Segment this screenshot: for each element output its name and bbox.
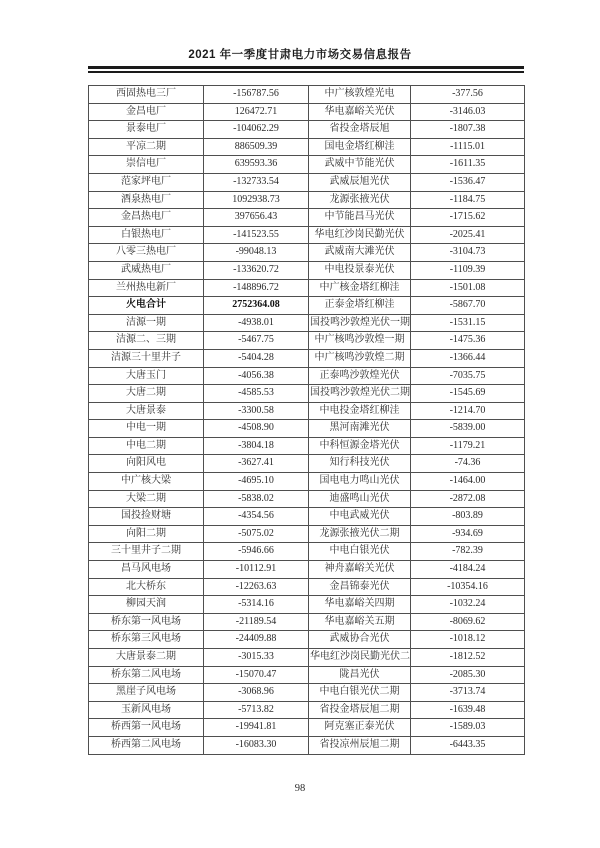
- plant-name-cell: 桥西第一风电场: [89, 719, 204, 737]
- value-cell: -1366.44: [411, 349, 525, 367]
- table-row: [89, 684, 525, 702]
- plant-name-cell: 武威辰旭光伏: [309, 173, 411, 191]
- value-cell: -2025.41: [411, 226, 525, 244]
- plant-name-cell: 国电电力鸣山光伏: [309, 473, 411, 491]
- plant-name-cell: 中广核大梁: [89, 473, 204, 491]
- value-cell: -5946.66: [204, 543, 309, 561]
- plant-name-cell: 向阳风电: [89, 455, 204, 473]
- table-row: [89, 103, 525, 121]
- value-cell: -1807.38: [411, 121, 525, 139]
- value-cell: -141523.55: [204, 226, 309, 244]
- page-number: 98: [294, 783, 306, 794]
- value-cell: -3015.33: [204, 649, 309, 667]
- plant-name-cell: 中节能昌马光伏: [309, 209, 411, 227]
- table-row: [89, 173, 525, 191]
- plant-name-cell: 国投捡财塘: [89, 508, 204, 526]
- plant-name-cell: 西固热电三厂: [89, 86, 204, 104]
- value-cell: -4695.10: [204, 473, 309, 491]
- plant-name-cell: 洁源三十里井子: [89, 349, 204, 367]
- table-row: [89, 649, 525, 667]
- table-row: [89, 279, 525, 297]
- value-cell: -1639.48: [411, 701, 525, 719]
- plant-name-cell: 中科恒源金塔光伏: [309, 437, 411, 455]
- value-cell: -3104.73: [411, 244, 525, 262]
- plant-name-cell: 桥西第二风电场: [89, 736, 204, 754]
- plant-name-cell: 北大桥东: [89, 578, 204, 596]
- value-cell: -5467.75: [204, 332, 309, 350]
- plant-name-cell: 省投凉州辰旭二期: [309, 736, 411, 754]
- trade-table-body: [89, 86, 525, 755]
- value-cell: -1032.24: [411, 596, 525, 614]
- plant-name-cell: 黑河南滩光伏: [309, 420, 411, 438]
- plant-name-cell: 崇信电厂: [89, 156, 204, 174]
- value-cell: -934.69: [411, 525, 525, 543]
- plant-name-cell: 武威中节能光伏: [309, 156, 411, 174]
- table-row: [89, 402, 525, 420]
- plant-name-cell: 武威热电厂: [89, 261, 204, 279]
- value-cell: -19941.81: [204, 719, 309, 737]
- table-row: [89, 561, 525, 579]
- table-row: [89, 349, 525, 367]
- table-row: [89, 666, 525, 684]
- value-cell: -782.39: [411, 543, 525, 561]
- plant-name-cell: 华电嘉峪关光伏: [309, 103, 411, 121]
- plant-name-cell: 洁源一期: [89, 314, 204, 332]
- value-cell: -1214.70: [411, 402, 525, 420]
- plant-name-cell: 正泰金塔红柳洼: [309, 297, 411, 315]
- table-row: [89, 138, 525, 156]
- value-cell: -3300.58: [204, 402, 309, 420]
- value-cell: -5713.82: [204, 701, 309, 719]
- value-cell: -1589.03: [411, 719, 525, 737]
- plant-name-cell: 大梁二期: [89, 490, 204, 508]
- plant-name-cell: 洁源二、三期: [89, 332, 204, 350]
- table-row: [89, 156, 525, 174]
- value-cell: 2752364.08: [204, 297, 309, 315]
- table-row: [89, 121, 525, 139]
- value-cell: -5075.02: [204, 525, 309, 543]
- value-cell: -803.89: [411, 508, 525, 526]
- table-row: [89, 314, 525, 332]
- value-cell: -21189.54: [204, 613, 309, 631]
- value-cell: -10354.16: [411, 578, 525, 596]
- plant-name-cell: 中电白银光伏二期: [309, 684, 411, 702]
- value-cell: -7035.75: [411, 367, 525, 385]
- value-cell: -3804.18: [204, 437, 309, 455]
- table-row: [89, 719, 525, 737]
- plant-name-cell: 中广核金塔红柳洼: [309, 279, 411, 297]
- table-row: [89, 244, 525, 262]
- table-row: [89, 525, 525, 543]
- value-cell: -4508.90: [204, 420, 309, 438]
- value-cell: -3627.41: [204, 455, 309, 473]
- value-cell: -1715.62: [411, 209, 525, 227]
- plant-name-cell: 金昌热电厂: [89, 209, 204, 227]
- plant-name-cell: 正泰鸣沙敦煌光伏: [309, 367, 411, 385]
- value-cell: 397656.43: [204, 209, 309, 227]
- plant-name-cell: 中电二期: [89, 437, 204, 455]
- plant-name-cell: 华电嘉峪关五期: [309, 613, 411, 631]
- value-cell: -104062.29: [204, 121, 309, 139]
- value-cell: -1464.00: [411, 473, 525, 491]
- table-row: [89, 596, 525, 614]
- value-cell: -1611.35: [411, 156, 525, 174]
- plant-name-cell: 三十里井子二期: [89, 543, 204, 561]
- plant-name-cell: 桥东第三风电场: [89, 631, 204, 649]
- value-cell: -2872.08: [411, 490, 525, 508]
- plant-name-cell: 大唐景泰: [89, 402, 204, 420]
- plant-name-cell: 八零三热电厂: [89, 244, 204, 262]
- value-cell: -6443.35: [411, 736, 525, 754]
- value-cell: -2085.30: [411, 666, 525, 684]
- plant-name-cell: 省投金塔辰旭: [309, 121, 411, 139]
- table-row: [89, 508, 525, 526]
- value-cell: -132733.54: [204, 173, 309, 191]
- table-row: [89, 367, 525, 385]
- table-row: [89, 209, 525, 227]
- plant-name-cell: 大唐玉门: [89, 367, 204, 385]
- table-row: [89, 736, 525, 754]
- plant-name-cell: 迪盛鸣山光伏: [309, 490, 411, 508]
- page-title: 2021 年一季度甘肃电力市场交易信息报告: [188, 49, 412, 61]
- trade-data-table: [88, 85, 525, 755]
- value-cell: -133620.72: [204, 261, 309, 279]
- plant-name-cell: 桥东第二风电场: [89, 666, 204, 684]
- value-cell: -10112.91: [204, 561, 309, 579]
- value-cell: -1184.75: [411, 191, 525, 209]
- plant-name-cell: 武威南大滩光伏: [309, 244, 411, 262]
- table-row: [89, 297, 525, 315]
- plant-name-cell: 范家坪电厂: [89, 173, 204, 191]
- plant-name-cell: 玉新风电场: [89, 701, 204, 719]
- plant-name-cell: 省投金塔辰旭二期: [309, 701, 411, 719]
- plant-name-cell: 金昌电厂: [89, 103, 204, 121]
- value-cell: -5404.28: [204, 349, 309, 367]
- value-cell: -4938.01: [204, 314, 309, 332]
- table-row: [89, 226, 525, 244]
- plant-name-cell: 龙源张掖光伏: [309, 191, 411, 209]
- plant-name-cell: 中电投景泰光伏: [309, 261, 411, 279]
- plant-name-cell: 大唐二期: [89, 385, 204, 403]
- value-cell: -1531.15: [411, 314, 525, 332]
- value-cell: -99048.13: [204, 244, 309, 262]
- value-cell: -3068.96: [204, 684, 309, 702]
- plant-name-cell: 大唐景泰二期: [89, 649, 204, 667]
- table-row: [89, 420, 525, 438]
- value-cell: -1179.21: [411, 437, 525, 455]
- plant-name-cell: 陇昌光伏: [309, 666, 411, 684]
- table-row: [89, 473, 525, 491]
- plant-name-cell: 景泰电厂: [89, 121, 204, 139]
- value-cell: -1812.52: [411, 649, 525, 667]
- plant-name-cell: 黑崖子风电场: [89, 684, 204, 702]
- plant-name-cell: 国投鸣沙敦煌光伏一期: [309, 314, 411, 332]
- value-cell: 639593.36: [204, 156, 309, 174]
- value-cell: -5314.16: [204, 596, 309, 614]
- plant-name-cell: 神舟嘉峪关光伏: [309, 561, 411, 579]
- plant-name-cell: 白银热电厂: [89, 226, 204, 244]
- value-cell: -148896.72: [204, 279, 309, 297]
- plant-name-cell: 中电武威光伏: [309, 508, 411, 526]
- table-row: [89, 613, 525, 631]
- plant-name-cell: 中电一期: [89, 420, 204, 438]
- value-cell: -156787.56: [204, 86, 309, 104]
- value-cell: -5838.02: [204, 490, 309, 508]
- plant-name-cell: 华电红沙岗民勤光伏: [309, 226, 411, 244]
- rule-bottom-line: [88, 71, 524, 73]
- value-cell: 1092938.73: [204, 191, 309, 209]
- table-row: [89, 578, 525, 596]
- plant-name-cell: 国电金塔红柳洼: [309, 138, 411, 156]
- value-cell: -1109.39: [411, 261, 525, 279]
- plant-name-cell: 火电合计: [89, 297, 204, 315]
- value-cell: -4585.53: [204, 385, 309, 403]
- plant-name-cell: 柳园天润: [89, 596, 204, 614]
- table-row: [89, 701, 525, 719]
- plant-name-cell: 金昌锦泰光伏: [309, 578, 411, 596]
- value-cell: -16083.30: [204, 736, 309, 754]
- plant-name-cell: 中广核鸣沙敦煌二期: [309, 349, 411, 367]
- value-cell: -3146.03: [411, 103, 525, 121]
- plant-name-cell: 酒泉热电厂: [89, 191, 204, 209]
- table-row: [89, 490, 525, 508]
- plant-name-cell: 国投鸣沙敦煌光伏二期: [309, 385, 411, 403]
- table-row: [89, 261, 525, 279]
- value-cell: -12263.63: [204, 578, 309, 596]
- value-cell: -1545.69: [411, 385, 525, 403]
- value-cell: -3713.74: [411, 684, 525, 702]
- value-cell: 126472.71: [204, 103, 309, 121]
- plant-name-cell: 知行科技光伏: [309, 455, 411, 473]
- plant-name-cell: 中电白银光伏: [309, 543, 411, 561]
- plant-name-cell: 龙源张掖光伏二期: [309, 525, 411, 543]
- header-double-rule: [88, 66, 524, 73]
- plant-name-cell: 中广核敦煌光电: [309, 86, 411, 104]
- value-cell: -1018.12: [411, 631, 525, 649]
- plant-name-cell: 华电红沙岗民勤光伏二: [309, 649, 411, 667]
- value-cell: -4184.24: [411, 561, 525, 579]
- value-cell: 886509.39: [204, 138, 309, 156]
- value-cell: -377.56: [411, 86, 525, 104]
- plant-name-cell: 阿克塞正泰光伏: [309, 719, 411, 737]
- table-row: [89, 543, 525, 561]
- rule-top-line: [88, 66, 524, 69]
- table-row: [89, 631, 525, 649]
- value-cell: -1536.47: [411, 173, 525, 191]
- value-cell: -24409.88: [204, 631, 309, 649]
- table-row: [89, 332, 525, 350]
- plant-name-cell: 桥东第一风电场: [89, 613, 204, 631]
- plant-name-cell: 中广核鸣沙敦煌一期: [309, 332, 411, 350]
- value-cell: -4354.56: [204, 508, 309, 526]
- table-row: [89, 86, 525, 104]
- value-cell: -1115.01: [411, 138, 525, 156]
- table-row: [89, 385, 525, 403]
- plant-name-cell: 华电嘉峪关四期: [309, 596, 411, 614]
- plant-name-cell: 昌马风电场: [89, 561, 204, 579]
- table-row: [89, 437, 525, 455]
- value-cell: -1475.36: [411, 332, 525, 350]
- value-cell: -5839.00: [411, 420, 525, 438]
- value-cell: -4056.38: [204, 367, 309, 385]
- value-cell: -1501.08: [411, 279, 525, 297]
- value-cell: -8069.62: [411, 613, 525, 631]
- plant-name-cell: 中电投金塔红柳洼: [309, 402, 411, 420]
- plant-name-cell: 兰州热电新厂: [89, 279, 204, 297]
- table-row: [89, 455, 525, 473]
- value-cell: -74.36: [411, 455, 525, 473]
- plant-name-cell: 向阳二期: [89, 525, 204, 543]
- value-cell: -15070.47: [204, 666, 309, 684]
- plant-name-cell: 平凉二期: [89, 138, 204, 156]
- plant-name-cell: 武威协合光伏: [309, 631, 411, 649]
- table-row: [89, 191, 525, 209]
- value-cell: -5867.70: [411, 297, 525, 315]
